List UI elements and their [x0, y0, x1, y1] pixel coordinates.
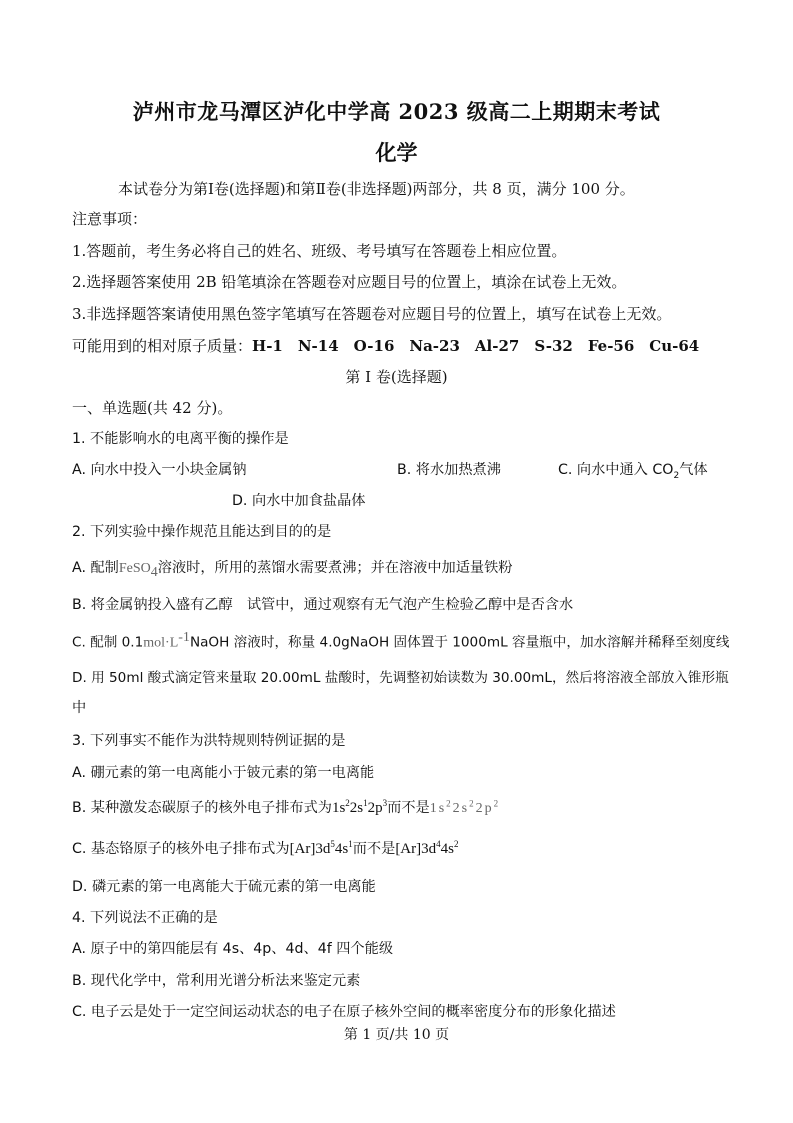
question-1-option-d: D. 向水中加食盐晶体 [232, 493, 366, 509]
atomic-mass-values: H-1 N-14 O-16 Na-23 Al-27 S-32 Fe-56 Cu-64 [252, 337, 700, 355]
q3b-mid: 而不是 [387, 800, 430, 816]
q3c-config-1: $[Ar]3d^54s^1$ [289, 839, 353, 857]
q1c-post: 气体 [679, 462, 708, 478]
question-3-stem: 3. 下列事实不能作为洪特规则特例证据的是 [72, 733, 346, 749]
q1c-sub: 2 [673, 470, 680, 481]
notice-title: 注意事项： [72, 210, 148, 228]
q2a-post: 溶液时，所用的蒸馏水需要煮沸；并在溶液中加适量铁粉 [157, 560, 513, 576]
exam-subject: 化学 [375, 140, 418, 165]
question-1-stem: 1. 不能影响水的电离平衡的操作是 [72, 431, 289, 447]
question-4-stem: 4. 下列说法不正确的是 [72, 910, 218, 926]
question-2-stem: 2. 下列实验中操作规范且能达到目的的是 [72, 524, 332, 540]
question-3-option-c [72, 838, 458, 858]
q3c-config-2: $[Ar]3d^44s^2$ [395, 839, 459, 857]
question-3-option-b [72, 797, 500, 817]
question-1-option-a: A. 向水中投入一小块金属钠 [72, 462, 247, 478]
q3b-pre: B. 某种激发态碳原子的核外电子排布式为 [72, 800, 332, 816]
question-2-option-d-line-2: 中 [72, 700, 87, 716]
question-3-option-d: D. 磷元素的第一电离能大于硫元素的第一电离能 [72, 879, 376, 895]
question-3-option-a: A. 硼元素的第一电离能小于铍元素的第一电离能 [72, 765, 375, 781]
question-2-option-b: B. 将金属钠投入盛有乙醇 试管中，通过观察有无气泡产生检验乙醇中是否含水 [72, 597, 574, 613]
q2a-formula: FeSO [118, 561, 151, 576]
part-title: 一、单选题(共 42 分)。 [72, 399, 233, 417]
question-1-option-c [558, 459, 708, 481]
section-heading: 第 I 卷(选择题) [345, 368, 448, 386]
notice-item-2: 2.选择题答案使用 2B 铅笔填涂在答题卷对应题目号的位置上，填涂在试卷上无效。 [72, 273, 627, 291]
q2c-post: NaOH 溶液时，称量 4.0gNaOH 固体置于 1000mL 容量瓶中，加水溶解并稀释至刻度线 [189, 634, 730, 651]
q3c-mid: 而不是 [352, 841, 396, 857]
question-2-option-a [72, 557, 512, 581]
q3c-pre: C. 基态铬原子的核外电子排布式为 [72, 841, 290, 857]
q2a-sub: 4 [150, 564, 158, 580]
question-1-option-b: B. 将水加热煮沸 [397, 462, 501, 478]
question-2-option-c [72, 630, 729, 652]
q2c-pre: C. 配制 0.1 [72, 634, 144, 651]
q2a-pre: A. 配制 [72, 560, 119, 576]
q1c-pre: C. 向水中通入 CO [558, 462, 674, 478]
notice-item-3: 3.非选择题答案请使用黑色签字笔填写在答题卷对应题目号的位置上，填写在试卷上无效。 [72, 305, 672, 323]
page-number: 第 1 页/共 10 页 [343, 1027, 450, 1043]
question-4-option-c: C. 电子云是处于一定空间运动状态的电子在原子核外空间的概率密度分布的形象化描述 [72, 1004, 616, 1020]
question-2-option-d-line-1: D. 用 50ml 酸式滴定管来量取 20.00mL 盐酸时，先调整初始读数为 30.00mL，然后将溶液全部放入锥形瓶 [72, 670, 729, 686]
q2c-unit: mol·L [143, 635, 179, 651]
exam-description: 本试卷分为第Ⅰ卷(选择题)和第Ⅱ卷(非选择题)两部分，共 8 页，满分 100 分。 [118, 180, 635, 198]
notice-item-1: 1.答题前，考生务必将自己的姓名、班级、考号填写在答题卷上相应位置。 [72, 242, 567, 260]
atomic-mass-label: 可能用到的相对原子质量： [72, 337, 253, 355]
question-4-option-a: A. 原子中的第四能层有 4s、4p、4d、4f 四个能级 [72, 941, 394, 957]
q3b-config-2: $1s^22s^22p^2$ [429, 798, 501, 816]
q3b-config-1: $1s^22s^12p^3$ [331, 798, 388, 816]
question-4-option-b: B. 现代化学中，常利用光谱分析法来鉴定元素 [72, 973, 361, 989]
atomic-mass-line [72, 335, 699, 356]
q2c-sup: -1 [178, 630, 190, 645]
exam-title: 泸州市龙马潭区泸化中学高 2023 级高二上期期末考试 [132, 99, 661, 124]
